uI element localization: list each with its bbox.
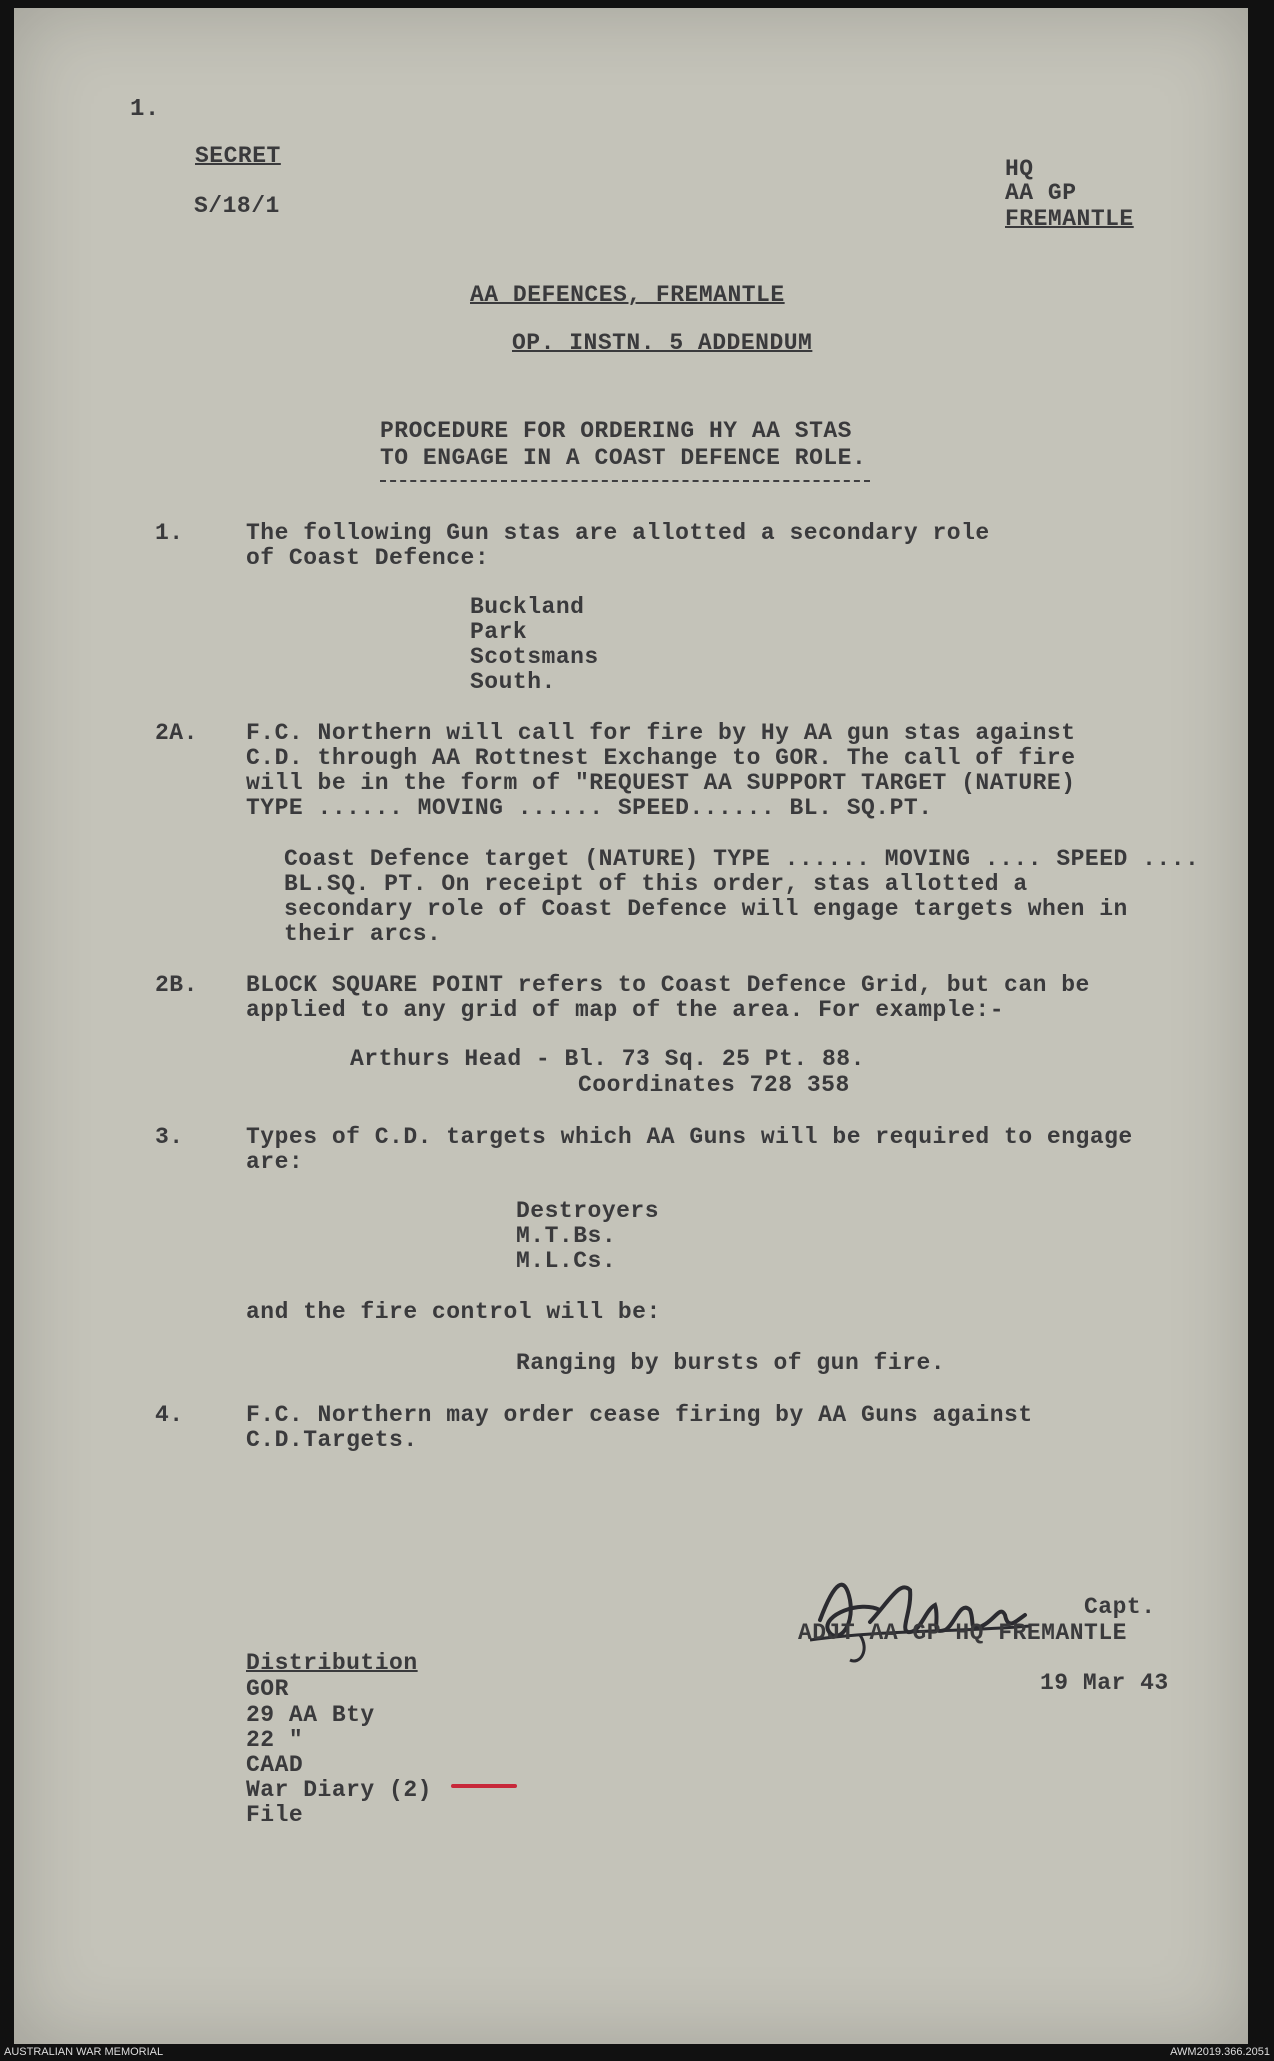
para-2a-line: C.D. through AA Rottnest Exchange to GOR. The call of fire	[246, 745, 1076, 771]
para-1-line-2: of Coast Defence:	[246, 545, 490, 571]
sub-title: OP. INSTN. 5 ADDENDUM	[512, 330, 813, 356]
footer-archive: AUSTRALIAN WAR MEMORIAL	[4, 2046, 164, 2058]
document-date: 19 Mar 43	[1040, 1670, 1169, 1696]
grid-example: Arthurs Head - Bl. 73 Sq. 25 Pt. 88.	[350, 1046, 865, 1072]
target-item: M.T.Bs.	[516, 1223, 617, 1249]
para-2a-line: F.C. Northern will call for fire by Hy AA gun stas against	[246, 720, 1076, 746]
station-item: Scotsmans	[470, 644, 599, 670]
para-3-line: are:	[246, 1149, 304, 1175]
para-2a-line: will be in the form of "REQUEST AA SUPPORT TARGET (NATURE)	[246, 770, 1076, 796]
red-pencil-mark	[451, 1784, 517, 1788]
distribution-heading: Distribution	[246, 1650, 418, 1676]
para-2a-line: BL.SQ. PT. On receipt of this order, stas allotted a	[284, 871, 1028, 897]
station-item: Buckland	[470, 594, 585, 620]
para-2b-line: BLOCK SQUARE POINT refers to Coast Defence Grid, but can be	[246, 972, 1090, 998]
para-4-number: 4.	[155, 1402, 184, 1428]
distribution-item: CAAD	[246, 1752, 304, 1778]
para-3-number: 3.	[155, 1124, 184, 1150]
para-3-line: Types of C.D. targets which AA Guns will be required to engage	[246, 1124, 1133, 1150]
handwritten-signature	[800, 1560, 1090, 1670]
target-item: M.L.Cs.	[516, 1248, 617, 1274]
document-page	[14, 8, 1248, 2044]
footer-reference: AWM2019.366.2051	[1170, 2046, 1270, 2058]
grid-coordinates: Coordinates 728 358	[578, 1072, 850, 1098]
fire-control: Ranging by bursts of gun fire.	[516, 1350, 946, 1376]
classification-stamp: SECRET	[195, 143, 281, 169]
procedure-title-line-1: PROCEDURE FOR ORDERING HY AA STAS	[380, 418, 852, 444]
procedure-title-line-2: TO ENGAGE IN A COAST DEFENCE ROLE.	[380, 445, 867, 471]
para-2b-number: 2B.	[155, 972, 198, 998]
distribution-item: War Diary (2)	[246, 1777, 432, 1803]
distribution-item: 22 "	[246, 1727, 304, 1753]
para-2a-line: Coast Defence target (NATURE) TYPE ...... MOVING .... SPEED ....	[284, 846, 1200, 872]
para-4-line: F.C. Northern may order cease firing by AA Guns against	[246, 1402, 1033, 1428]
title-divider	[380, 480, 870, 482]
para-2b-line: applied to any grid of map of the area. For example:-	[246, 997, 1005, 1023]
page-mark: 1.	[130, 96, 160, 123]
distribution-item: 29 AA Bty	[246, 1702, 375, 1728]
distribution-item: File	[246, 1802, 304, 1828]
origin-line-2: AA GP	[1005, 180, 1077, 206]
distribution-item: GOR	[246, 1676, 289, 1702]
para-2a-line: secondary role of Coast Defence will engage targets when in	[284, 896, 1128, 922]
target-item: Destroyers	[516, 1198, 660, 1224]
station-item: South.	[470, 669, 556, 695]
para-1-number: 1.	[155, 520, 184, 546]
main-title: AA DEFENCES, FREMANTLE	[470, 282, 785, 308]
para-2a-number: 2A.	[155, 720, 198, 746]
origin-line-3: FREMANTLE	[1005, 206, 1134, 232]
fire-control-intro: and the fire control will be:	[246, 1299, 661, 1325]
para-4-line: C.D.Targets.	[246, 1427, 418, 1453]
para-1-line-1: The following Gun stas are allotted a secondary role	[246, 520, 990, 546]
para-2a-line: their arcs.	[284, 921, 442, 947]
signatory-rank: Capt.	[1084, 1594, 1156, 1620]
station-item: Park	[470, 619, 528, 645]
file-reference: S/18/1	[194, 193, 280, 219]
signatory-appointment: ADJT AA GP HQ FREMANTLE	[798, 1620, 1127, 1646]
para-2a-line: TYPE ...... MOVING ...... SPEED...... BL. SQ.PT.	[246, 795, 933, 821]
origin-line-1: HQ	[1005, 156, 1034, 182]
